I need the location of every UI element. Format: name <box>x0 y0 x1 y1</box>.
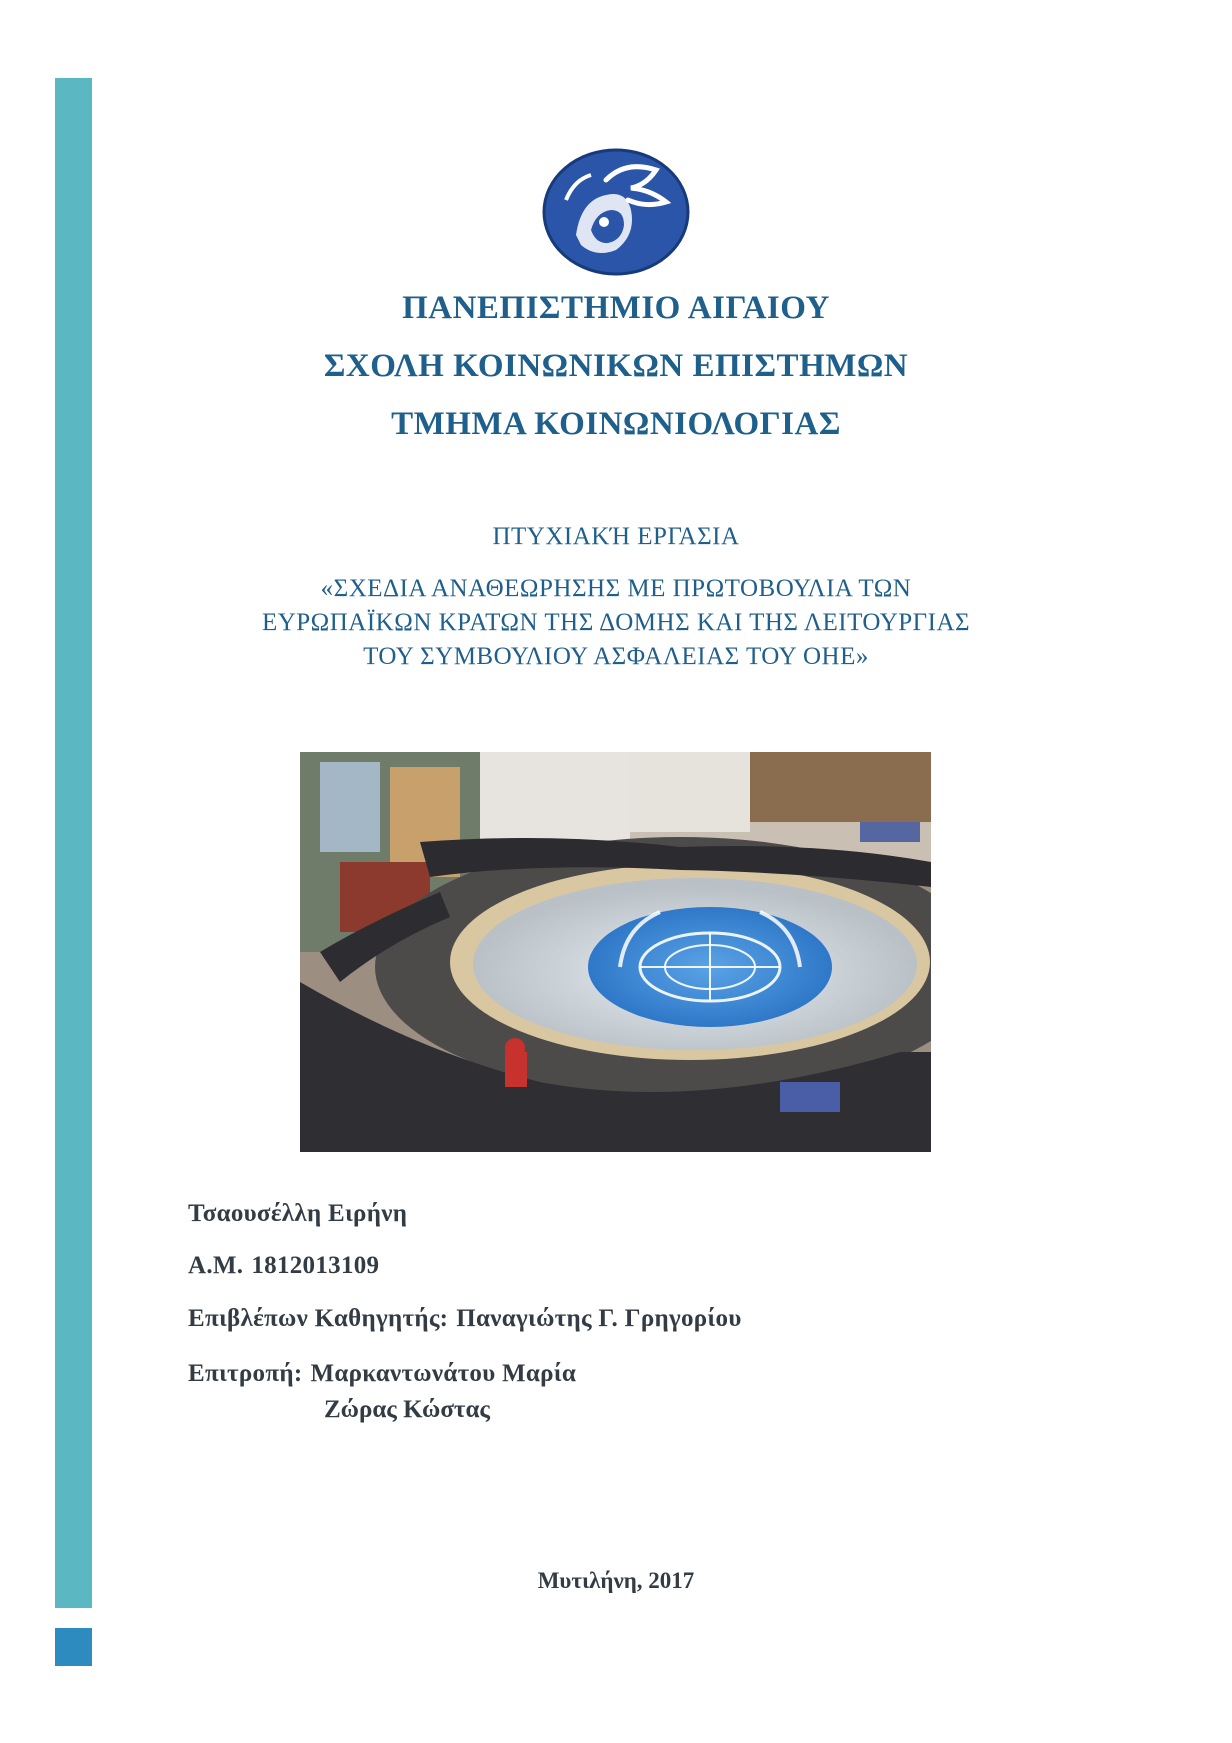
thesis-label: ΠΤΥΧΙΑΚΉ ΕΡΓΑΣΙΑ <box>492 523 740 550</box>
thesis-title-line: ΕΥΡΩΠΑΪΚΩΝ ΚΡΑΤΩΝ ΤΗΣ ΔΟΜΗΣ ΚΑΙ ΤΗΣ ΛΕΙΤΟΥΡΓΙΑΣ <box>261 609 971 636</box>
un-security-council-photo <box>300 752 931 1152</box>
sidebar-accent-square <box>55 1628 92 1666</box>
committee-member: Μαρκαντωνάτου Μαρία <box>310 1360 577 1387</box>
student-id-value: 1812013109 <box>251 1252 380 1279</box>
university-logo-icon <box>536 140 696 280</box>
thesis-title <box>180 572 1052 674</box>
author-name: Τσαουσέλλη Ειρήνη <box>188 1200 408 1227</box>
committee-label: Επιτροπή: <box>188 1360 303 1387</box>
sidebar-accent-bar <box>55 78 92 1608</box>
university-name: ΠΑΝΕΠΙΣΤΗΜΙΟ ΑΙΓΑΙΟΥ <box>402 290 830 326</box>
student-id-label: Α.Μ. <box>188 1252 244 1279</box>
committee-member: Ζώρας Κώστας <box>324 1396 490 1423</box>
place-date: Μυτιλήνη, 2017 <box>537 1568 695 1593</box>
supervisor-label: Επιβλέπων Καθηγητής: <box>188 1305 449 1332</box>
supervisor <box>188 1305 742 1333</box>
student-id <box>188 1252 379 1280</box>
thesis-title-line: ΤΟΥ ΣΥΜΒΟΥΛΙΟΥ ΑΣΦΑΛΕΙΑΣ ΤΟΥ ΟΗΕ» <box>363 643 869 670</box>
school-name: ΣΧΟΛΗ ΚΟΙΝΩΝΙΚΩΝ ΕΠΙΣΤΗΜΩΝ <box>323 348 909 384</box>
supervisor-name: Παναγιώτης Γ. Γρηγορίου <box>456 1305 742 1332</box>
committee <box>188 1360 576 1388</box>
department-name: ΤΜΗΜΑ ΚΟΙΝΩΝΙΟΛΟΓΙΑΣ <box>391 406 841 442</box>
thesis-title-line: «ΣΧΕΔΙΑ ΑΝΑΘΕΩΡΗΣΗΣ ΜΕ ΠΡΩΤΟΒΟΥΛΙΑ ΤΩΝ <box>320 575 912 602</box>
